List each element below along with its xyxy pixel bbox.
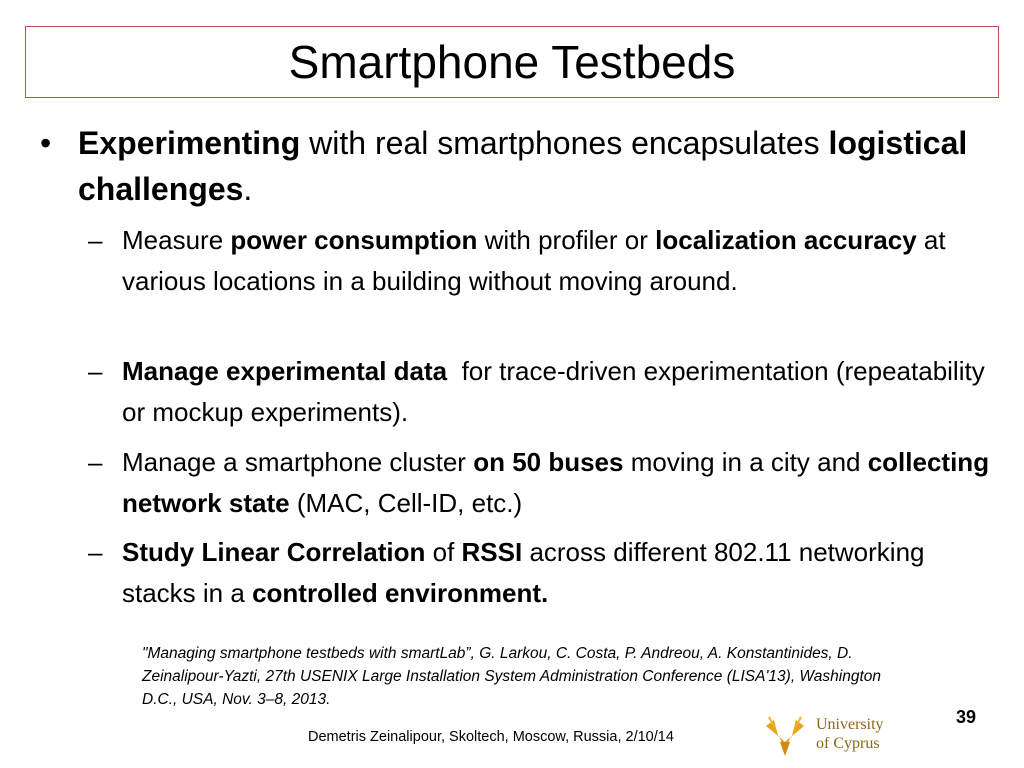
sub-bullet-3-a: Manage a smartphone cluster	[122, 447, 474, 477]
sub-bullet-1-d: localization accuracy	[655, 225, 917, 255]
sub-bullet-4-c: RSSI	[461, 537, 523, 567]
sub-bullet-1-c: with profiler or	[477, 225, 656, 255]
sub-bullet-1-e: at various locations in a building without moving around.	[122, 225, 946, 296]
dash-symbol: –	[88, 447, 103, 477]
sub-bullet-4-d: across different 802.11 networking stacks in a	[122, 537, 925, 608]
logo-text	[816, 715, 884, 753]
footer: Demetris Zeinalipour, Skoltech, Moscow, Russia, 2/10/14	[308, 729, 674, 745]
page-number: 39	[956, 707, 977, 727]
sub-bullet-1	[88, 220, 992, 302]
dash-symbol: –	[88, 356, 103, 386]
sub-bullet-3	[88, 442, 992, 524]
bullet-bold-lead: Experimenting	[78, 125, 301, 161]
title-box	[25, 26, 999, 98]
sub-bullet-4-b: of	[425, 537, 462, 567]
dash-symbol: –	[88, 537, 103, 567]
logo-line-2: of Cyprus	[816, 735, 880, 752]
main-bullet	[40, 120, 978, 212]
slide-title: Smartphone Testbeds	[288, 36, 736, 88]
bullet-bold-b: logistical challenges	[78, 125, 968, 207]
sub-bullet-3-d: collecting network state	[122, 447, 990, 518]
logo-line-1: University	[816, 716, 884, 733]
university-logo	[760, 712, 900, 758]
citation: "Managing smartphone testbeds with smartLab”, G. Larkou, C. Costa, P. Andreou, A. Konstantinides, D. Zeinalipour-Yazti, 27th USENIX Large Installation System Administration Conference (LISA'13), Washington D.C., USA, Nov. 3–8, 2013.	[142, 645, 882, 708]
dash-symbol: –	[88, 225, 103, 255]
sub-bullet-4-e: controlled environment.	[252, 578, 549, 608]
sub-bullet-2-b: for trace-driven experimentation (repeatability or mockup experiments).	[122, 356, 992, 427]
sub-bullet-2-a: Manage experimental data	[122, 356, 448, 386]
sub-bullet-3-b: on 50 buses	[473, 447, 624, 477]
sub-bullet-1-a: Measure	[122, 225, 231, 255]
bullet-text-c: .	[243, 171, 253, 207]
sub-bullet-1-b: power consumption	[230, 225, 478, 255]
sub-bullet-2	[88, 351, 992, 433]
sub-bullet-4	[88, 532, 992, 614]
sub-bullet-3-c: moving in a city and	[623, 447, 868, 477]
sub-bullet-4-a: Study Linear Correlation	[122, 537, 426, 567]
bullet-symbol: •	[40, 125, 52, 161]
sub-bullet-3-e: (MAC, Cell-ID, etc.)	[289, 488, 523, 518]
university-of-cyprus-emblem-icon	[760, 712, 810, 758]
bullet-text-a: with real smartphones encapsulates	[300, 125, 829, 161]
